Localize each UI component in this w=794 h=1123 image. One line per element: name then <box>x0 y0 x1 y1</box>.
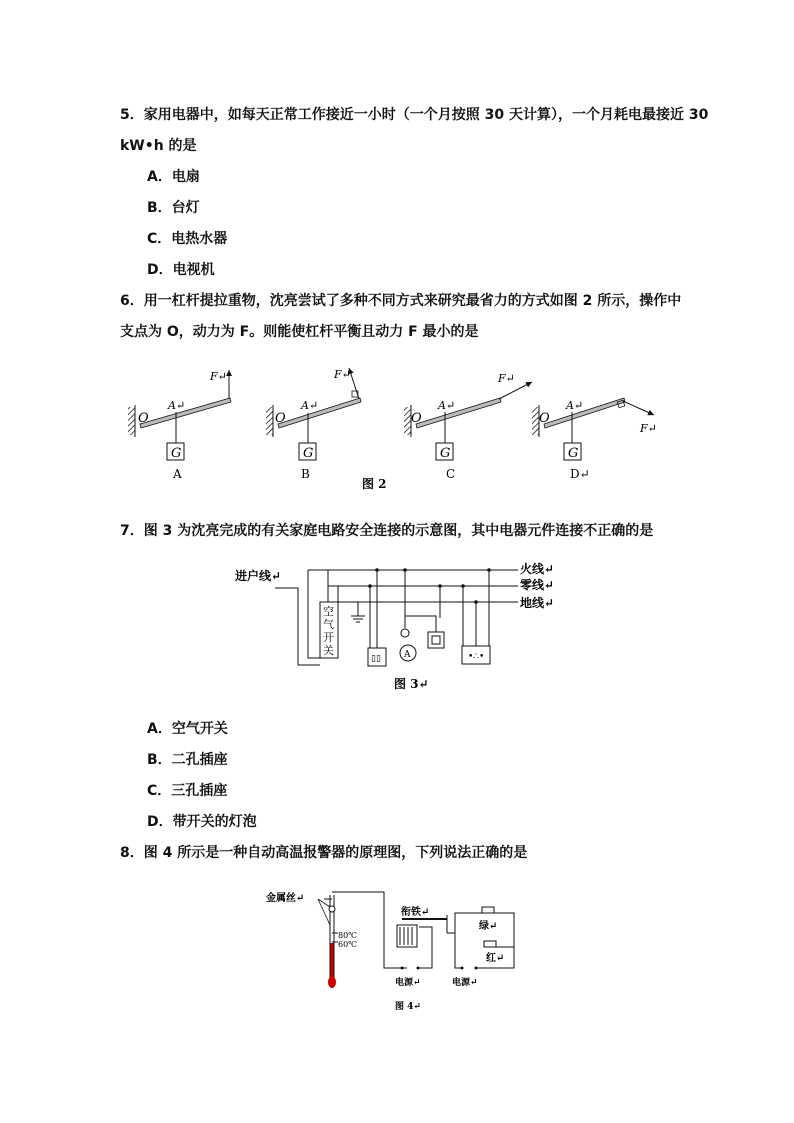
armature-label: 衔铁↵ <box>401 907 430 918</box>
weight-label: G <box>440 446 451 461</box>
temp-80-label: 80℃ <box>338 931 358 940</box>
weight-label: G <box>303 446 314 461</box>
temp-60-label: 60℃ <box>338 940 358 949</box>
pivot-label: O <box>411 411 422 426</box>
q7-option-c: C．三孔插座 <box>147 783 228 799</box>
force-label: F↵ <box>498 372 515 385</box>
svg-text:气: 气 <box>323 618 334 631</box>
force-label: F↵ <box>210 370 227 383</box>
q6-line1: 6．用一杠杆提拉重物，沈亮尝试了多种不同方式来研究最省力的方式如图 2 所示，操作中 <box>120 293 682 309</box>
lever-panel-d <box>532 398 657 481</box>
svg-text:空: 空 <box>323 605 334 618</box>
red-lamp-label: 红↵ <box>486 953 505 964</box>
power-2-label: 电源↵ <box>452 978 478 988</box>
incoming-line-label: 进户线↵ <box>235 569 282 583</box>
alarm-circuit-figure <box>262 885 527 1020</box>
q5-option-d: D．电视机 <box>147 262 215 278</box>
power-1-label: 电源↵ <box>395 978 421 988</box>
neutral-wire-label: 零线↵ <box>520 578 555 592</box>
figure-3-caption: 图 3↵ <box>394 677 429 691</box>
figure-4-caption: 图 4↵ <box>395 1002 421 1012</box>
ground-wire-label: 地线↵ <box>520 596 555 610</box>
q7-option-b: B．二孔插座 <box>147 752 228 768</box>
q5-line1: 5．家用电器中，如每天正常工作接近一小时（一个月按照 30 天计算），一个月耗电最接近 30 <box>120 107 709 123</box>
svg-text:A: A <box>404 650 411 660</box>
panel-label-d: D↵ <box>570 467 590 481</box>
panel-label-c: C <box>446 467 456 481</box>
lever-figure <box>120 360 680 495</box>
panel-label-a: A <box>173 467 182 481</box>
svg-text:•∴•: •∴• <box>468 652 485 662</box>
figure-2-caption: 图 2 <box>362 477 387 491</box>
live-wire-label: 火线↵ <box>520 562 555 576</box>
green-lamp-label: 绿↵ <box>479 921 498 932</box>
q5-option-b: B．台灯 <box>147 200 200 216</box>
q7-option-a: A．空气开关 <box>147 721 228 737</box>
lever-panel-a <box>128 370 231 481</box>
point-a-label: A↵ <box>438 399 456 412</box>
lever-panel-b <box>266 368 361 481</box>
point-a-label: A↵ <box>168 399 186 412</box>
pivot-label: O <box>138 411 149 426</box>
q6-line2: 支点为 O，动力为 F。则能使杠杆平衡且动力 F 最小的是 <box>120 324 479 340</box>
household-circuit-figure <box>230 558 570 698</box>
q5-line2: kW•h 的是 <box>120 138 197 154</box>
q8-line1: 8．图 4 所示是一种自动高温报警器的原理图，下列说法正确的是 <box>120 845 528 861</box>
light-switch <box>428 632 444 648</box>
point-a-label: A↵ <box>566 399 584 412</box>
force-label: F↵ <box>640 422 657 435</box>
weight-label: G <box>171 446 182 461</box>
q7-line1: 7．图 3 为沈亮完成的有关家庭电路安全连接的示意图，其中电器元件连接不正确的是 <box>120 523 654 539</box>
q5-option-a: A．电扇 <box>147 169 200 185</box>
weight-label: G <box>568 446 579 461</box>
metal-wire-label: 金属丝↵ <box>266 893 305 904</box>
svg-text:关: 关 <box>323 644 334 657</box>
pivot-label: O <box>539 411 550 426</box>
point-a-label: A↵ <box>301 399 319 412</box>
q5-option-c: C．电热水器 <box>147 231 228 247</box>
svg-text:开: 开 <box>323 631 334 644</box>
svg-text:▯▯: ▯▯ <box>371 654 381 664</box>
pivot-label: O <box>275 411 286 426</box>
lever-panel-c <box>404 372 532 481</box>
force-label: F↵ <box>334 368 351 381</box>
panel-label-b: B <box>301 467 310 481</box>
q7-option-d: D．带开关的灯泡 <box>147 814 257 830</box>
